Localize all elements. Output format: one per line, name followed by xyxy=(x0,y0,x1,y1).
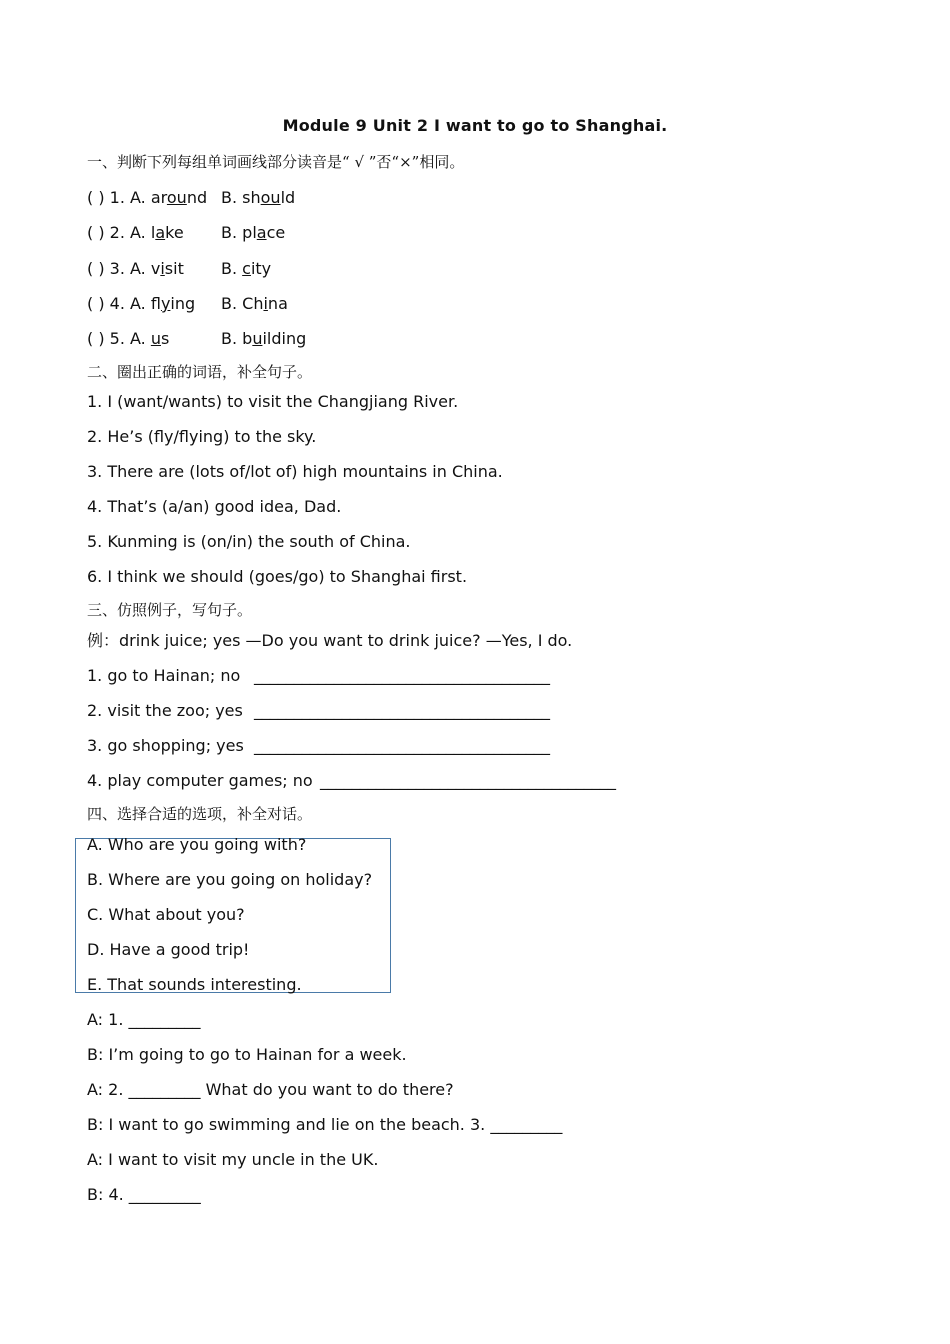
option-item: A. Who are you going with? xyxy=(87,835,307,854)
section1-item: ( ) 1. A. around B. should xyxy=(87,188,296,207)
section4-heading: 四、选择合适的选项，补全对话。 xyxy=(87,805,313,823)
dialogue-line: A: 1. _________ xyxy=(87,1010,201,1029)
section3-item: 4. play computer games; no _____________________________________ xyxy=(87,771,616,790)
answer-line: _____________________________________ xyxy=(254,701,550,720)
section2-item: 4. That’s (a/an) good idea, Dad. xyxy=(87,497,342,516)
dialogue-line: B: I’m going to go to Hainan for a week. xyxy=(87,1045,407,1064)
answer-line: _____________________________________ xyxy=(254,666,550,685)
section2-item: 5. Kunming is (on/in) the south of China. xyxy=(87,532,411,551)
section3-item: 2. visit the zoo; yes _____________________________________ xyxy=(87,701,550,720)
dialogue-line: A: I want to visit my uncle in the UK. xyxy=(87,1150,379,1169)
answer-line: _____________________________________ xyxy=(320,771,616,790)
answer-line: _____________________________________ xyxy=(254,736,550,755)
section2-item: 6. I think we should (goes/go) to Shanghai first. xyxy=(87,567,468,586)
section2-item: 2. He’s (fly/flying) to the sky. xyxy=(87,427,317,446)
dialogue-line: B: 4. _________ xyxy=(87,1185,201,1204)
section1-item: ( ) 5. A. us B. building xyxy=(87,329,307,348)
option-item: D. Have a good trip! xyxy=(87,940,250,959)
section3-item: 3. go shopping; yes _____________________________________ xyxy=(87,736,550,755)
section3-item: 1. go to Hainan; no _____________________________________ xyxy=(87,666,550,685)
section3-heading: 三、仿照例子，写句子。 xyxy=(87,601,253,619)
option-item: C. What about you? xyxy=(87,905,245,924)
option-item: E. That sounds interesting. xyxy=(87,975,302,994)
section2-item: 1. I (want/wants) to visit the Changjiang River. xyxy=(87,392,459,411)
section1-item: ( ) 3. A. visit B. city xyxy=(87,259,272,278)
dialogue-line: A: 2. _________ What do you want to do there? xyxy=(87,1080,454,1099)
section1-item: ( ) 2. A. lake B. place xyxy=(87,223,286,242)
section1-heading: 一、判断下列每组单词画线部分读音是“ √ ”否“×”相同。 xyxy=(87,153,465,171)
section1-item: ( ) 4. A. flying B. China xyxy=(87,294,288,313)
page-title: Module 9 Unit 2 I want to go to Shanghai. xyxy=(282,116,668,135)
section2-heading: 二、圈出正确的词语，补全句子。 xyxy=(87,363,313,381)
section3-example: 例：drink juice; yes —Do you want to drink juice? —Yes, I do. xyxy=(87,631,573,650)
dialogue-line: B: I want to go swimming and lie on the beach. 3. _________ xyxy=(87,1115,563,1134)
option-item: B. Where are you going on holiday? xyxy=(87,870,373,889)
section2-item: 3. There are (lots of/lot of) high mountains in China. xyxy=(87,462,503,481)
